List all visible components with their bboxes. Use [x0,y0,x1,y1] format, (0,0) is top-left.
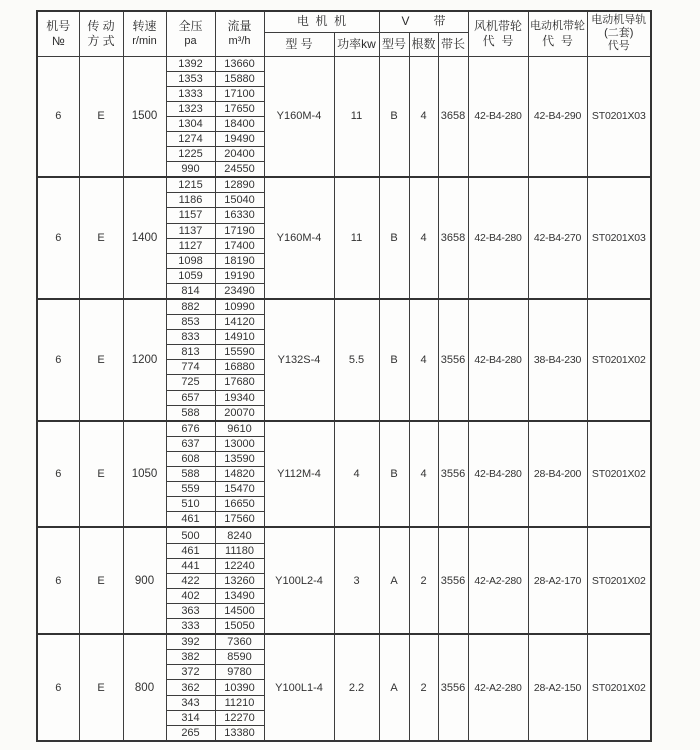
cell-pressure: 402 [166,588,215,603]
cell-flow: 16880 [215,360,264,375]
cell-pressure: 813 [166,345,215,360]
cell-flow: 15590 [215,345,264,360]
cell-flow: 23490 [215,283,264,299]
cell-pressure: 1304 [166,116,215,131]
cell-flow: 19190 [215,268,264,283]
table-row [37,421,651,437]
cell-vbelt-count: 2 [409,634,438,741]
cell-flow: 17680 [215,375,264,390]
cell-motor-model: Y160M-4 [264,177,334,299]
cell-machine-no: 6 [37,56,79,177]
cell-machine-no: 6 [37,421,79,528]
cell-pressure: 1225 [166,146,215,161]
cell-flow: 19490 [215,131,264,146]
cell-machine-no: 6 [37,299,79,421]
cell-vbelt-model: A [379,634,409,741]
cell-fan-pulley-code: 42-B4-280 [468,299,528,421]
cell-flow: 14500 [215,603,264,618]
cell-pressure: 1137 [166,223,215,238]
cell-drive-mode: E [79,421,123,528]
cell-flow: 18400 [215,116,264,131]
cell-vbelt-length: 3556 [438,421,468,528]
cell-pressure: 461 [166,512,215,528]
cell-vbelt-length: 3556 [438,634,468,741]
cell-motor-power: 11 [334,56,379,177]
table-row [37,634,651,650]
cell-motor-pulley-code: 28-A2-150 [528,634,587,741]
cell-motor-model: Y112M-4 [264,421,334,528]
header-speed: 转速 r/min [123,11,166,56]
cell-pressure: 314 [166,710,215,725]
cell-motor-pulley-code: 42-B4-270 [528,177,587,299]
header-flow: 流量 m³/h [215,11,264,56]
cell-vbelt-model: B [379,56,409,177]
cell-vbelt-length: 3556 [438,527,468,634]
cell-pressure: 392 [166,634,215,650]
cell-pressure: 500 [166,527,215,543]
cell-pressure: 1157 [166,208,215,223]
cell-vbelt-model: B [379,299,409,421]
cell-motor-power: 3 [334,527,379,634]
header-fan-pulley-code: 风机带轮 代 号 [468,11,528,56]
cell-pressure: 1215 [166,177,215,193]
cell-speed: 900 [123,527,166,634]
cell-flow: 17400 [215,238,264,253]
cell-flow: 17650 [215,101,264,116]
cell-flow: 15040 [215,193,264,208]
cell-pressure: 608 [166,452,215,467]
cell-flow: 13260 [215,573,264,588]
cell-vbelt-length: 3556 [438,299,468,421]
cell-flow: 13000 [215,436,264,451]
cell-rail-code: ST0201X02 [587,527,651,634]
cell-pressure: 1127 [166,238,215,253]
cell-flow: 12270 [215,710,264,725]
cell-pressure: 833 [166,330,215,345]
header-machine-no: 机号 № [37,11,79,56]
cell-pressure: 725 [166,375,215,390]
cell-pressure: 422 [166,573,215,588]
cell-flow: 17560 [215,512,264,528]
cell-pressure: 461 [166,543,215,558]
cell-flow: 9780 [215,665,264,680]
cell-vbelt-model: B [379,421,409,528]
cell-flow: 20400 [215,146,264,161]
header-vbelt-group: V 带 [379,11,468,32]
cell-flow: 10390 [215,680,264,695]
cell-pressure: 382 [166,650,215,665]
header-motor-pulley-code: 电动机带轮 代 号 [528,11,587,56]
cell-drive-mode: E [79,527,123,634]
cell-flow: 14820 [215,467,264,482]
cell-motor-power: 11 [334,177,379,299]
cell-machine-no: 6 [37,634,79,741]
cell-pressure: 588 [166,405,215,421]
cell-vbelt-count: 4 [409,421,438,528]
table-body [37,56,651,741]
cell-flow: 13490 [215,588,264,603]
cell-speed: 1050 [123,421,166,528]
cell-pressure: 1274 [166,131,215,146]
cell-motor-pulley-code: 38-B4-230 [528,299,587,421]
cell-motor-power: 4 [334,421,379,528]
cell-pressure: 363 [166,603,215,618]
cell-vbelt-length: 3658 [438,56,468,177]
cell-motor-model: Y100L1-4 [264,634,334,741]
header-vbelt-count: 根数 [409,32,438,56]
cell-pressure: 990 [166,162,215,178]
cell-pressure: 676 [166,421,215,437]
cell-drive-mode: E [79,299,123,421]
header-motor-rail-code: 电动机导轨 (二套) 代号 [587,11,651,56]
cell-fan-pulley-code: 42-B4-280 [468,177,528,299]
cell-flow: 18190 [215,253,264,268]
cell-motor-model: Y132S-4 [264,299,334,421]
cell-flow: 10990 [215,299,264,315]
cell-speed: 1500 [123,56,166,177]
cell-machine-no: 6 [37,527,79,634]
cell-vbelt-model: B [379,177,409,299]
cell-pressure: 882 [166,299,215,315]
cell-pressure: 265 [166,725,215,741]
cell-pressure: 510 [166,497,215,512]
table-row [37,527,651,543]
cell-flow: 15050 [215,619,264,635]
cell-flow: 13380 [215,725,264,741]
cell-pressure: 1098 [166,253,215,268]
cell-flow: 14120 [215,315,264,330]
cell-pressure: 1333 [166,86,215,101]
cell-flow: 13660 [215,56,264,71]
cell-flow: 16330 [215,208,264,223]
cell-rail-code: ST0201X03 [587,177,651,299]
table-row [37,56,651,71]
cell-flow: 12890 [215,177,264,193]
table-row [37,299,651,315]
cell-flow: 13590 [215,452,264,467]
cell-pressure: 1186 [166,193,215,208]
cell-drive-mode: E [79,56,123,177]
cell-pressure: 372 [166,665,215,680]
cell-pressure: 441 [166,558,215,573]
cell-motor-pulley-code: 28-B4-200 [528,421,587,528]
cell-fan-pulley-code: 42-A2-280 [468,634,528,741]
fan-selection-table-wrap [36,10,652,742]
cell-flow: 16650 [215,497,264,512]
cell-pressure: 853 [166,315,215,330]
cell-motor-model: Y160M-4 [264,56,334,177]
cell-pressure: 362 [166,680,215,695]
cell-flow: 24550 [215,162,264,178]
cell-motor-power: 2.2 [334,634,379,741]
header-motor-group: 电 机 机 [264,11,379,32]
cell-flow: 19340 [215,390,264,405]
header-vbelt-model: 型号 [379,32,409,56]
cell-pressure: 333 [166,619,215,635]
cell-flow: 9610 [215,421,264,437]
cell-machine-no: 6 [37,177,79,299]
cell-pressure: 588 [166,467,215,482]
header-motor-power: 功率kw [334,32,379,56]
cell-fan-pulley-code: 42-B4-280 [468,421,528,528]
cell-flow: 8240 [215,527,264,543]
cell-vbelt-length: 3658 [438,177,468,299]
cell-drive-mode: E [79,177,123,299]
cell-flow: 15880 [215,71,264,86]
cell-vbelt-count: 4 [409,299,438,421]
header-motor-model: 型 号 [264,32,334,56]
cell-motor-model: Y100L2-4 [264,527,334,634]
cell-rail-code: ST0201X02 [587,421,651,528]
cell-pressure: 1323 [166,101,215,116]
cell-vbelt-count: 4 [409,56,438,177]
cell-pressure: 657 [166,390,215,405]
cell-pressure: 814 [166,283,215,299]
cell-speed: 1400 [123,177,166,299]
cell-rail-code: ST0201X03 [587,56,651,177]
cell-flow: 17190 [215,223,264,238]
cell-pressure: 1059 [166,268,215,283]
cell-flow: 11180 [215,543,264,558]
table-header [37,11,651,56]
cell-pressure: 774 [166,360,215,375]
cell-rail-code: ST0201X02 [587,299,651,421]
cell-flow: 8590 [215,650,264,665]
cell-flow: 12240 [215,558,264,573]
cell-pressure: 637 [166,436,215,451]
cell-flow: 15470 [215,482,264,497]
cell-pressure: 1353 [166,71,215,86]
cell-pressure: 343 [166,695,215,710]
cell-flow: 11210 [215,695,264,710]
cell-speed: 800 [123,634,166,741]
cell-pressure: 559 [166,482,215,497]
cell-motor-pulley-code: 28-A2-170 [528,527,587,634]
cell-flow: 17100 [215,86,264,101]
cell-motor-pulley-code: 42-B4-290 [528,56,587,177]
cell-drive-mode: E [79,634,123,741]
header-vbelt-length: 带长 [438,32,468,56]
cell-rail-code: ST0201X02 [587,634,651,741]
cell-fan-pulley-code: 42-B4-280 [468,56,528,177]
cell-motor-power: 5.5 [334,299,379,421]
table-row [37,177,651,193]
cell-flow: 14910 [215,330,264,345]
cell-vbelt-count: 2 [409,527,438,634]
header-drive-mode: 传 动 方 式 [79,11,123,56]
cell-vbelt-model: A [379,527,409,634]
header-pressure: 全压 pa [166,11,215,56]
cell-pressure: 1392 [166,56,215,71]
cell-fan-pulley-code: 42-A2-280 [468,527,528,634]
fan-selection-table [36,10,652,742]
cell-flow: 20070 [215,405,264,421]
cell-speed: 1200 [123,299,166,421]
cell-vbelt-count: 4 [409,177,438,299]
cell-flow: 7360 [215,634,264,650]
